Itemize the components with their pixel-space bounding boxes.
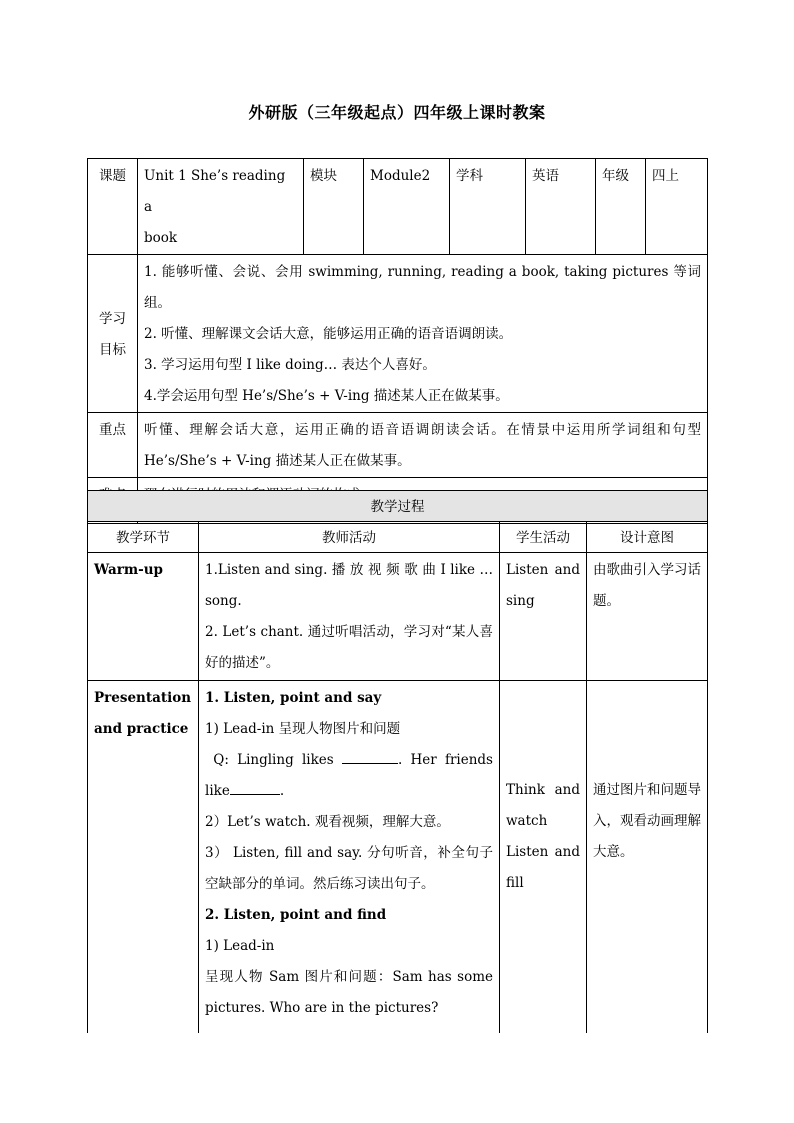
topic-value-line-2: book (144, 230, 178, 246)
subject-value: 英语 (526, 159, 596, 255)
subject-label: 学科 (450, 159, 526, 255)
page-title: 外研版（三年级起点）四年级上课时教案 (248, 103, 546, 122)
table-row (88, 681, 708, 1033)
column-header-stage: 教学环节 (88, 522, 199, 553)
table-row (88, 553, 708, 681)
activity-step: 呈现人物 Sam 图片和问题：Sam has some pictures. Who are in the pictures? (205, 969, 493, 1016)
module-label: 模块 (304, 159, 364, 255)
activity-step: 2）Let’s watch. 观看视频，理解大意。 (205, 814, 450, 830)
lesson-info-table (87, 158, 708, 524)
goal-item: 3. 学习运用句型 I like doing… 表达个人喜好。 (144, 357, 436, 373)
process-section-title: 教学过程 (88, 491, 708, 522)
activity-heading: 1. Listen, point and say (205, 690, 382, 706)
warmup-step: 2. Let’s chant. 通过听唱活动，学习对“某人喜好的描述”。 (205, 624, 493, 671)
teacher-activity-warmup (199, 553, 500, 681)
stage-warmup: Warm-up (88, 553, 199, 681)
column-header-teacher: 教师活动 (199, 522, 500, 553)
stage-presentation (88, 681, 199, 1033)
teaching-process-table (87, 490, 708, 1033)
topic-value-line-1: Unit 1 She’s reading a (144, 168, 286, 215)
teacher-activity-presentation (199, 681, 500, 1033)
key-points-label: 重点 (88, 413, 138, 478)
fill-blank (342, 751, 398, 764)
student-activity-presentation (500, 681, 587, 1033)
question-line: Q: Lingling likes . Her friends like . (205, 752, 493, 799)
activity-step: 1) Lead-in (205, 938, 275, 954)
goals-content (138, 255, 708, 413)
activity-heading: 2. Listen, point and find (205, 907, 387, 923)
goal-item: 4.学会运用句型 He’s/She’s + V-ing 描述某人正在做某事。 (144, 388, 509, 404)
stage-presentation-line-1: Presentation (94, 690, 192, 706)
column-header-student: 学生活动 (500, 522, 587, 553)
fill-blank (230, 782, 280, 795)
key-points-text: 听懂、理解会话大意，运用正确的语音语调朗读会话。在情景中运用所学词组和句型 He’s/She’s + V-ing 描述某人正在做某事。 (138, 413, 708, 478)
student-activity-warmup: Listen and sing (500, 553, 587, 681)
student-activity-item: Think and watch (506, 782, 580, 829)
column-header-intent: 设计意图 (587, 522, 708, 553)
goals-label (88, 255, 138, 413)
grade-label: 年级 (596, 159, 646, 255)
goal-item: 2. 听懂、理解课文会话大意，能够运用正确的语音语调朗读。 (144, 326, 513, 342)
stage-presentation-line-2: and practice (94, 721, 189, 737)
activity-step: 1) Lead-in 呈现人物图片和问题 (205, 721, 401, 737)
activity-step: 3） Listen, fill and say. 分句听音，补全句子空缺部分的单词。然后练习读出句子。 (205, 845, 493, 892)
goals-label-line-1: 学习 (99, 310, 126, 327)
goal-item: 1. 能够听懂、会说、会用 swimming, running, reading a book, taking pictures 等词组。 (144, 264, 701, 311)
goals-label-line-2: 目标 (99, 341, 126, 358)
design-intent-presentation: 通过图片和问题导入，观看动画理解大意。 (587, 681, 708, 1033)
topic-value (138, 159, 304, 255)
grade-value: 四上 (646, 159, 708, 255)
student-activity-item: Listen and fill (506, 844, 580, 891)
design-intent-warmup: 由歌曲引入学习话题。 (587, 553, 708, 681)
module-value: Module2 (364, 159, 450, 255)
warmup-step: 1.Listen and sing. 播 放 视 频 歌 曲 I like …song. (205, 562, 493, 609)
topic-label: 课题 (88, 159, 138, 255)
